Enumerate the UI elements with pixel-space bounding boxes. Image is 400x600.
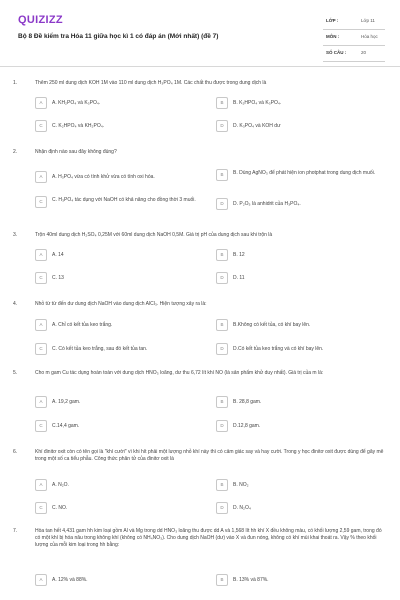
- question-number: 4.: [13, 301, 18, 307]
- header-divider: [0, 66, 400, 67]
- option-text: A. 19,2 gam.: [52, 399, 81, 405]
- option-letter: B: [216, 479, 228, 491]
- option-letter: A: [35, 574, 47, 586]
- meta-table: [323, 14, 385, 62]
- option-text: D. 11: [233, 275, 245, 281]
- option-text: A. H₃PO₄ vừa có tính khử vừa có tính oxi hóa.: [52, 174, 155, 180]
- option-text: B. 28,8 gam.: [233, 399, 262, 405]
- meta-key: SỐ CÂU :: [326, 50, 347, 55]
- option-letter: C: [35, 120, 47, 132]
- option-text: D.12,8 gam.: [233, 423, 261, 429]
- option-text: A. KH₂PO₄ và K₃PO₄.: [52, 100, 101, 106]
- question-text: Trộn 40ml dung dịch H₂SO₄ 0,25M với 60ml dung dịch NaOH 0,5M. Giá trị pH của dung dịch sau khi trộn là: [35, 232, 273, 238]
- option-letter: D: [216, 198, 228, 210]
- option-letter: C: [35, 502, 47, 514]
- question-text: Thêm 250 ml dung dịch KOH 1M vào 110 ml dung dịch H₃PO₄ 1M. Các chất thu được trong dung dịch là: [35, 80, 267, 86]
- option-letter: A: [35, 319, 47, 331]
- question-text: Nhỏ từ từ đến dư dung dịch NaOH vào dung dịch AlCl₃. Hiện tượng xảy ra là:: [35, 301, 207, 307]
- option-text: D. P₂O₅ là anhidrit của H₃PO₄.: [233, 201, 301, 207]
- option-letter: B: [216, 319, 228, 331]
- option-letter: D: [216, 420, 228, 432]
- option-text: C. Có kết tủa keo trắng, sau đó kết tủa tan.: [52, 346, 148, 352]
- question-text: Nhận định nào sau đây không đúng?: [35, 149, 117, 155]
- question-number: 5.: [13, 370, 18, 376]
- question-number: 1.: [13, 80, 18, 86]
- option-letter: A: [35, 249, 47, 261]
- meta-row-class: [323, 14, 385, 30]
- option-text: A. 12% và 88%.: [52, 577, 88, 583]
- option-text: B. K₂HPO₄ và K₃PO₄.: [233, 100, 282, 106]
- option-letter: D: [216, 120, 228, 132]
- option-letter: D: [216, 502, 228, 514]
- question-text: Cho m gam Cu tác dụng hoàn toàn với dung dịch HNO₃ loãng, dư thu 6,72 lít khí NO (là sản phẩm khử duy nhất). Giá trị của m là:: [35, 370, 324, 376]
- page-title: Bộ 8 Đề kiểm tra Hóa 11 giữa học kì 1 có đáp án (Mới nhất) (đề 7): [18, 33, 219, 40]
- option-text: A. N₂O.: [52, 482, 69, 488]
- option-letter: C: [35, 272, 47, 284]
- option-text: C. 13: [52, 275, 64, 281]
- question-number: 3.: [13, 232, 18, 238]
- option-text: D.Có kết tủa keo trắng và có khí bay lên.: [233, 346, 324, 352]
- option-letter: D: [216, 343, 228, 355]
- meta-value: 20: [361, 50, 367, 55]
- option-text: B. Dùng AgNO₃ để phát hiện ion photphat trong dung dịch muối.: [233, 170, 376, 176]
- option-letter: B: [216, 169, 228, 181]
- option-letter: C: [35, 196, 47, 208]
- option-text: B. NO₂: [233, 482, 249, 488]
- meta-key: LỚP :: [326, 18, 339, 23]
- question-text: Khí đinitơ oxit còn có tên gọi là "khí cười" vì khi hít phải một lượng nhỏ khí này thì có cảm giác say và hay cười. Trong y học đinitơ oxit được dùng để gây mê trong một số ca tiểu phẫu. Công thức phân tử của đinitơ oxit là: [35, 449, 384, 462]
- meta-row-subject: [323, 30, 385, 46]
- option-text: C. NO.: [52, 505, 68, 511]
- option-text: B.Không có kết tủa, có khí bay lên.: [233, 322, 311, 328]
- option-letter: A: [35, 479, 47, 491]
- question-number: 2.: [13, 149, 18, 155]
- option-text: D. K₃PO₄ và KOH dư: [233, 123, 281, 129]
- option-letter: C: [35, 343, 47, 355]
- meta-key: MÔN :: [326, 34, 340, 39]
- question-number: 7.: [13, 528, 18, 534]
- option-letter: B: [216, 574, 228, 586]
- option-text: B. 12: [233, 252, 245, 258]
- option-text: D. N₂O₄: [233, 505, 251, 511]
- option-letter: A: [35, 171, 47, 183]
- option-text: B. 13% và 87%.: [233, 577, 269, 583]
- option-text: C. K₂HPO₄ và KH₂PO₄.: [52, 123, 105, 129]
- option-text: C. H₃PO₄ tác dụng với NaOH có khả năng cho đồng thời 3 muối.: [52, 197, 196, 203]
- quizizz-logo: QUIZIZZ: [18, 14, 63, 26]
- question-text: Hòa tan hết 4,431 gam hh kim loại gồm Al và Mg trong dd HNO₃ loãng thu được dd A và 1,568 lít hh khí X đều không màu, có khối lượng 2,59 gam, trong đó có một khí bị hóa nâu trong không khí (không có NH₄NO₃). Cho dung dịch NaOH (dư) vào X và đun nóng, không có khí mùi khai thoát ra. Vậy % theo khối lượng của mỗi kim loại trong hh bằng:: [35, 528, 382, 548]
- meta-row-count: [323, 46, 385, 62]
- option-text: C.14,4 gam.: [52, 423, 80, 429]
- option-text: A. Chỉ có kết tủa keo trắng.: [52, 322, 113, 328]
- option-letter: D: [216, 272, 228, 284]
- option-letter: A: [35, 396, 47, 408]
- option-text: A. 14: [52, 252, 64, 258]
- option-letter: B: [216, 97, 228, 109]
- option-letter: B: [216, 249, 228, 261]
- option-letter: A: [35, 97, 47, 109]
- meta-value: Lớp 11: [361, 18, 375, 23]
- meta-value: Hóa học: [361, 34, 378, 39]
- question-number: 6.: [13, 449, 18, 455]
- option-letter: C: [35, 420, 47, 432]
- option-letter: B: [216, 396, 228, 408]
